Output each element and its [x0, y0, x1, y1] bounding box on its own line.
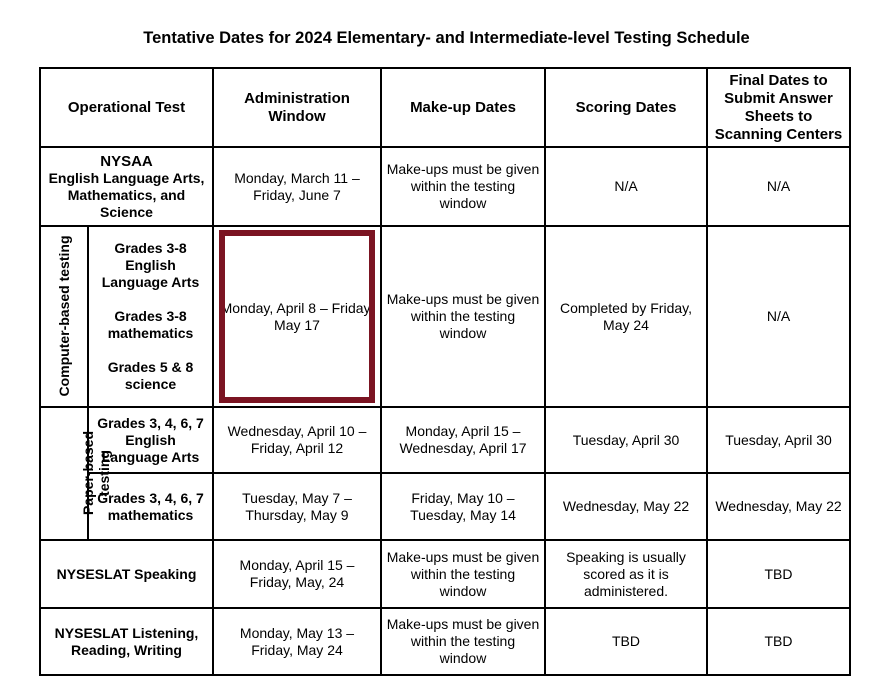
table-row-paper-ela	[40, 407, 850, 473]
header-scoring-dates: Scoring Dates	[545, 68, 707, 147]
nyseslat-speaking-test: NYSESLAT Speaking	[40, 540, 213, 608]
table-row-nyseslat-speaking	[40, 540, 850, 608]
paper-ela-administration: Wednesday, April 10 – Friday, April 12	[213, 407, 381, 473]
paper-math-administration: Tuesday, May 7 – Thursday, May 9	[213, 473, 381, 540]
paper-based-label: Paper-based testing	[80, 430, 112, 516]
test-cell-nysaa	[40, 147, 213, 226]
paper-ela-makeup: Monday, April 15 – Wednesday, April 17	[381, 407, 545, 473]
paper-ela-final: Tuesday, April 30	[707, 407, 850, 473]
table-row-paper-math	[40, 473, 850, 540]
paper-math-final: Wednesday, May 22	[707, 473, 850, 540]
header-final-dates: Final Dates to Submit Answer Sheets to Scanning Centers	[707, 68, 850, 147]
computer-based-final: N/A	[707, 226, 850, 407]
nysaa-final: N/A	[707, 147, 850, 226]
group-label-computer-based	[40, 226, 88, 407]
nysaa-title: NYSAA	[100, 152, 153, 170]
paper-math-test: Grades 3, 4, 6, 7 mathematics	[88, 473, 213, 540]
nyseslat-speaking-administration: Monday, April 15 – Friday, May, 24	[213, 540, 381, 608]
computer-based-makeup: Make-ups must be given within the testing window	[381, 226, 545, 407]
header-row	[40, 68, 850, 147]
table-row-computer-based	[40, 226, 850, 407]
computer-based-test-ela: Grades 3-8 English Language Arts	[101, 240, 200, 290]
highlight-box	[219, 230, 375, 403]
computer-based-test-math: Grades 3-8 mathematics	[107, 308, 194, 341]
nysaa-subtitle: English Language Arts, Mathematics, and Science	[48, 169, 205, 220]
nyseslat-speaking-scoring: Speaking is usually scored as it is administered.	[545, 540, 707, 608]
nyseslat-lrw-administration: Monday, May 13 – Friday, May 24	[213, 608, 381, 675]
header-makeup-dates: Make-up Dates	[381, 68, 545, 147]
nyseslat-lrw-test: NYSESLAT Listening, Reading, Writing	[40, 608, 213, 675]
nyseslat-lrw-scoring: TBD	[545, 608, 707, 675]
group-label-paper-based	[40, 407, 112, 540]
page-title: Tentative Dates for 2024 Elementary- and Intermediate-level Testing Schedule	[143, 29, 750, 47]
computer-based-label: Computer-based testing	[56, 235, 72, 397]
paper-ela-scoring: Tuesday, April 30	[545, 407, 707, 473]
header-administration-window: Administration Window	[213, 68, 381, 147]
testing-schedule-table	[39, 67, 851, 676]
computer-based-tests	[88, 226, 213, 407]
computer-based-test-science: Grades 5 & 8 science	[107, 359, 194, 392]
header-operational-test: Operational Test	[40, 68, 213, 147]
paper-math-makeup: Friday, May 10 – Tuesday, May 14	[381, 473, 545, 540]
nyseslat-speaking-final: TBD	[707, 540, 850, 608]
table-row-nysaa	[40, 147, 850, 226]
nyseslat-lrw-final: TBD	[707, 608, 850, 675]
nyseslat-speaking-makeup: Make-ups must be given within the testing window	[381, 540, 545, 608]
computer-based-administration: Monday, April 8 – Friday, May 17	[220, 299, 374, 333]
nysaa-scoring: N/A	[545, 147, 707, 226]
nysaa-administration: Monday, March 11 – Friday, June 7	[213, 147, 381, 226]
table-row-nyseslat-lrw	[40, 608, 850, 675]
nysaa-makeup: Make-ups must be given within the testing window	[381, 147, 545, 226]
paper-ela-test: Grades 3, 4, 6, 7 English Language Arts	[88, 407, 213, 473]
computer-based-scoring: Completed by Friday, May 24	[545, 226, 707, 407]
computer-based-administration-cell	[213, 226, 381, 407]
nyseslat-lrw-makeup: Make-ups must be given within the testing window	[381, 608, 545, 675]
paper-math-scoring: Wednesday, May 22	[545, 473, 707, 540]
